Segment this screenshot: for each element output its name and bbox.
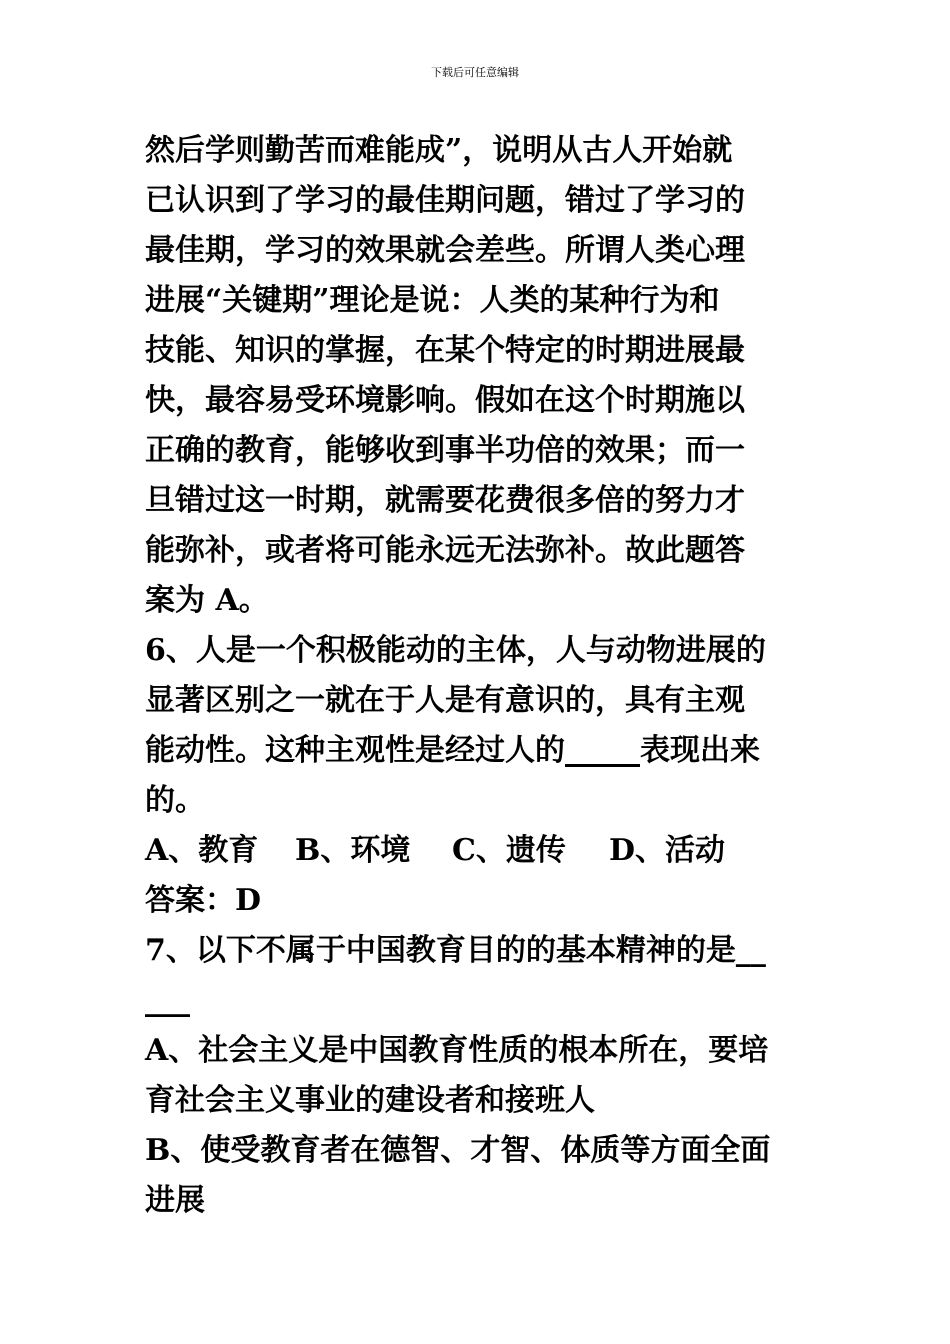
text-line: 最佳期，学习的效果就会差些。所谓人类心理 xyxy=(145,233,745,268)
text-line: 旦错过这一时期，就需要花费很多倍的努力才 xyxy=(145,483,745,518)
text-line: 技能、知识的掌握，在某个特定的时期进展最 xyxy=(145,333,745,368)
question-6-line xyxy=(145,726,810,776)
option-c: C、遗传 xyxy=(452,833,566,868)
document-body xyxy=(145,126,810,1226)
question-6-line: 6、人是一个积极能动的主体，人与动物进展的 xyxy=(145,633,766,668)
question-7-line: 7、以下不属于中国教育目的的基本精神的是__ xyxy=(145,933,766,968)
question-7-option-b: B、使受教育者在德智、才智、体质等方面全面 xyxy=(145,1133,771,1168)
question-7 xyxy=(145,926,810,1226)
text-line: 已认识到了学习的最佳期问题，错过了学习的 xyxy=(145,183,745,218)
question-7-option-a: A、社会主义是中国教育性质的根本所在，要培 xyxy=(145,1033,769,1068)
text-line: 正确的教育，能够收到事半功倍的效果；而一 xyxy=(145,433,745,468)
question-6-answer: 答案：D xyxy=(145,883,262,918)
question-6-text: 能动性。这种主观性是经过人的 xyxy=(145,733,565,768)
question-6-line: 的。 xyxy=(145,783,205,818)
text-line: 然后学则勤苦而难能成”，说明从古人开始就 xyxy=(145,133,733,168)
question-7-line: ___ xyxy=(145,983,190,1018)
question-6-options xyxy=(145,826,810,876)
question-6 xyxy=(145,626,810,926)
option-d: D、活动 xyxy=(609,833,726,868)
option-a: A、教育 xyxy=(145,833,259,868)
text-line: 快，最容易受环境影响。假如在这个时期施以 xyxy=(145,383,745,418)
option-b: B、环境 xyxy=(295,833,411,868)
question-7-option-b: 进展 xyxy=(145,1183,205,1218)
question-6-text: 表现出来 xyxy=(640,733,760,768)
page-header: 下载后可任意编辑 xyxy=(431,66,519,79)
question-7-option-a: 育社会主义事业的建设者和接班人 xyxy=(145,1083,595,1118)
question-6-line: 显著区别之一就在于人是有意识的，具有主观 xyxy=(145,683,745,718)
text-line: 能弥补，或者将可能永远无法弥补。故此题答 xyxy=(145,533,745,568)
answer-blank: _____ xyxy=(565,733,640,768)
text-line: 进展“关键期”理论是说：人类的某种行为和 xyxy=(145,283,720,318)
text-line: 案为 A。 xyxy=(145,583,269,618)
